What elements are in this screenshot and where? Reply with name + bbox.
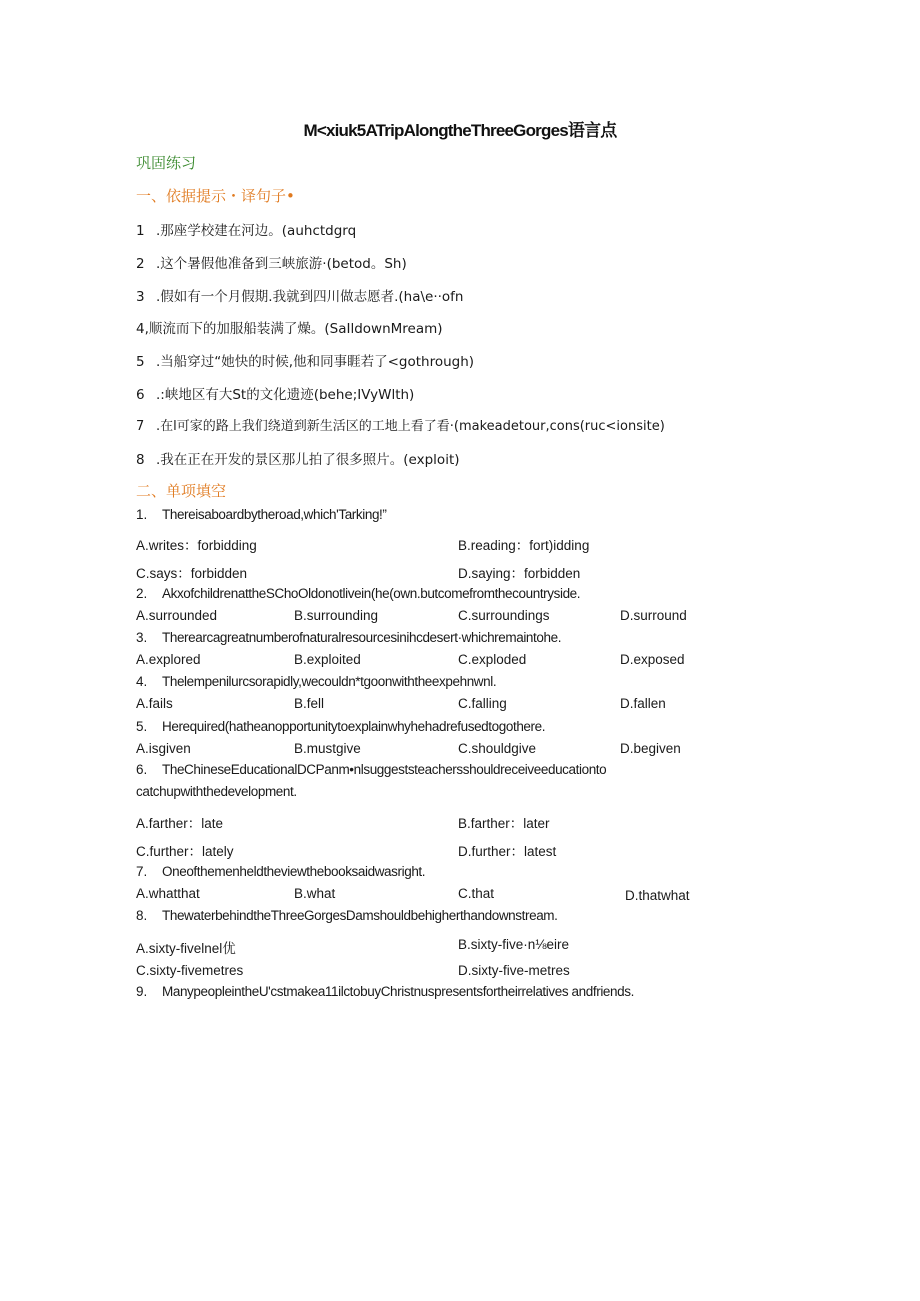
q7-option-b: B.what [294, 886, 336, 901]
q6-option-b: B.farther：later [458, 816, 550, 831]
question-2 [136, 586, 580, 601]
item-number: 1 [136, 223, 145, 239]
section-consolidate-heading: 巩固练习 [136, 154, 197, 172]
item-number: 3 [136, 289, 145, 305]
q2-option-b: B.surrounding [294, 608, 379, 623]
question-4 [136, 674, 496, 689]
item-text: .那座学校建在河边。(auhctdgrq [156, 223, 357, 239]
item-text: 4,顺流而下的加服船装满了燥。(SaIldownMream) [136, 321, 443, 337]
question-text: AkxofchildrenattheSChoOldonotlivein(he(own.butcomefromthecountryside. [162, 586, 581, 601]
q1-option-c: C.says：forbidden [136, 566, 248, 581]
translate-item-1 [136, 219, 356, 239]
q6-option-a: A.farther：late [136, 816, 224, 831]
question-text: ThewaterbehindtheThreeGorgesDamshouldbehigherthandownstream. [162, 908, 558, 923]
question-text: Thereisaboardbytheroad,which'Tarking!” [162, 507, 387, 522]
item-text: .假如有一个月假期.我就到四川做志愿者.(ha\e··ofn [156, 289, 464, 305]
translate-item-3 [136, 285, 463, 305]
question-text: Oneofthemenheldtheviewthebooksaidwasright. [162, 864, 426, 879]
q5-option-c: C.shouldgive [458, 741, 537, 756]
translate-item-8 [136, 448, 460, 468]
q5-option-a: A.isgiven [136, 741, 191, 756]
question-3 [136, 630, 561, 645]
q3-option-a: A.explored [136, 652, 201, 667]
translate-item-7 [136, 415, 665, 434]
question-1 [136, 507, 387, 522]
question-number: 4. [136, 674, 148, 689]
q1-option-d: D.saying：forbidden [458, 566, 581, 581]
q7-option-a: A.whatthat [136, 886, 200, 901]
question-text: Thelempenilurcsorapidly,wecouldn*tgoonwiththeexpehnwnl. [162, 674, 497, 689]
q1-option-a: A.writes：forbidding [136, 538, 257, 553]
q4-option-c: C.falling [458, 696, 507, 711]
item-number: 2 [136, 256, 145, 272]
q6-option-c: C.further：lately [136, 844, 234, 859]
q4-option-d: D.fallen [620, 696, 666, 711]
item-text: .我在正在开发的景区那儿拍了很多照片。(exploit) [156, 452, 460, 468]
q2-option-a: A.surrounded [136, 608, 218, 623]
question-number: 9. [136, 984, 148, 999]
question-number: 7. [136, 864, 148, 879]
q1-option-b: B.reading：fort)idding [458, 538, 590, 553]
q8-option-c: C.sixty-fivemetres [136, 963, 244, 978]
question-number: 3. [136, 630, 148, 645]
part2-heading: 二、单项填空 [136, 482, 227, 500]
translate-item-2 [136, 252, 407, 272]
translate-item-5 [136, 350, 474, 370]
question-text: TheChineseEducationalDCPanm•nlsuggeststeachersshouldreceiveeducationto catchupwiththedevelopment. [136, 762, 607, 799]
question-number: 8. [136, 908, 148, 923]
q3-option-c: C.exploded [458, 652, 527, 667]
question-9 [136, 981, 656, 1003]
translate-item-6 [136, 383, 414, 403]
q8-option-a: A.sixty-fivelnel优 [136, 941, 236, 956]
q7-option-c: C.that [458, 886, 495, 901]
q3-option-b: B.exploited [294, 652, 361, 667]
item-text: .当船穿过“她快的时候,他和同事睚若了<gothrough) [156, 354, 475, 370]
question-number: 2. [136, 586, 148, 601]
item-number: 8 [136, 452, 145, 468]
question-text: Herequired(hatheanopportunitytoexplainwhyhehadrefusedtogothere. [162, 719, 546, 734]
q6-option-d: D.further：latest [458, 844, 557, 859]
question-6 [136, 759, 656, 803]
q4-option-a: A.fails [136, 696, 173, 711]
question-5 [136, 719, 545, 734]
item-text: .在l可家的路上我们绕道到新生活区的工地上看了看·(makeadetour,cons(ruc<ionsite) [156, 419, 665, 434]
question-text: ManypeopleintheU'cstmakea11ilctobuyChristnuspresentsfortheirrelatives andfriends. [162, 984, 634, 999]
item-text: .:峡地区有大St的文化遗迹(behe;IVyWlth) [156, 387, 415, 403]
q8-option-d: D.sixty-five-metres [458, 963, 570, 978]
item-number: 6 [136, 387, 145, 403]
translate-item-4 [136, 317, 443, 337]
q2-option-d: D.surround [620, 608, 687, 623]
item-number: 5 [136, 354, 145, 370]
question-number: 5. [136, 719, 148, 734]
question-number: 6. [136, 762, 148, 777]
part1-heading: 一、依据提示・译句子• [136, 187, 295, 205]
question-7 [136, 864, 425, 879]
q7-option-d: D.thatwhat [625, 888, 690, 903]
item-number: 7 [136, 419, 145, 434]
q8-option-b: B.sixty-five·n⅛eire [458, 937, 570, 952]
q5-option-d: D.begiven [620, 741, 681, 756]
question-8 [136, 908, 558, 923]
q2-option-c: C.surroundings [458, 608, 550, 623]
question-number: 1. [136, 507, 148, 522]
item-text: .这个暑假他准备到三峡旅游·(betod。Sh) [156, 256, 407, 272]
page-title: M<xiuk5ATripAlongtheThreeGorges语言点 [303, 121, 617, 140]
q5-option-b: B.mustgive [294, 741, 361, 756]
q3-option-d: D.exposed [620, 652, 685, 667]
question-text: Therearcagreatnumberofnaturalresourcesinihcdesert·whichremaintohe. [162, 630, 562, 645]
q4-option-b: B.fell [294, 696, 325, 711]
